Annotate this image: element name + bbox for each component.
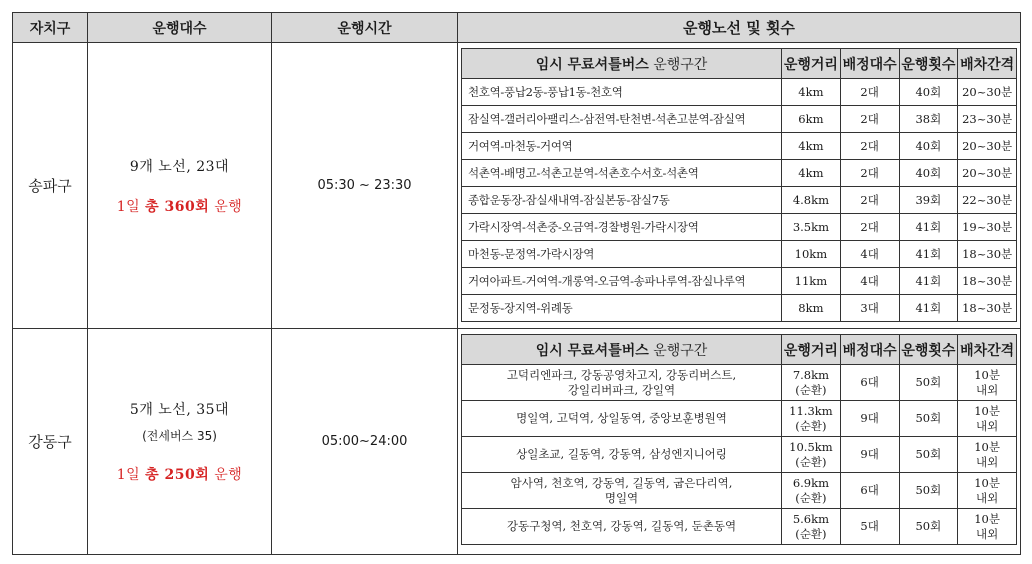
distance-cell-line-2: (순환) bbox=[795, 454, 827, 469]
route-cell: 가락시장역-석촌중-오금역-경찰병원-가락시장역 bbox=[462, 214, 782, 241]
songpa-routes-table bbox=[461, 48, 1017, 322]
interval-cell-line-1: 10분 bbox=[974, 511, 1000, 526]
route-cell-line-1: 암사역, 천호역, 강동역, 길동역, 굽은다리역, bbox=[510, 475, 733, 490]
table-row bbox=[462, 437, 1017, 473]
distance-cell-line-1: 5.6km bbox=[792, 511, 829, 526]
interval-cell: 23~30분 bbox=[958, 106, 1017, 133]
songpa-header-section bbox=[462, 49, 782, 79]
songpa-hours: 05:30 ~ 23:30 bbox=[272, 43, 458, 329]
trips-cell: 50회 bbox=[899, 401, 958, 437]
gangdong-vehicles bbox=[88, 329, 272, 555]
interval-cell-line-2: 내외 bbox=[976, 418, 999, 433]
songpa-header-section-rest: 운행구간 bbox=[648, 56, 708, 73]
distance-cell: 11km bbox=[782, 268, 841, 295]
songpa-header-distance: 운행거리 bbox=[782, 49, 841, 79]
songpa-total-bold: 총 360회 bbox=[145, 198, 210, 215]
gangdong-count-line: 5개 노선, 35대 bbox=[129, 402, 230, 418]
songpa-total-runs bbox=[88, 196, 271, 216]
table-row bbox=[462, 295, 1017, 322]
vehicles-cell: 2대 bbox=[840, 187, 899, 214]
trips-cell: 50회 bbox=[899, 473, 958, 509]
distance-cell: 4km bbox=[782, 160, 841, 187]
gangdong-header-section-rest: 운행구간 bbox=[648, 342, 708, 359]
gangdong-total-runs bbox=[88, 464, 271, 484]
vehicles-cell: 2대 bbox=[840, 79, 899, 106]
songpa-header-section-bold: 임시 무료셔틀버스 bbox=[535, 56, 649, 73]
distance-cell: 6km bbox=[782, 106, 841, 133]
route-cell-line-2: 강일리버파크, 강일역 bbox=[567, 382, 676, 397]
interval-cell: 19~30분 bbox=[958, 214, 1017, 241]
gangdong-header-interval: 배차간격 bbox=[958, 335, 1017, 365]
trips-cell: 41회 bbox=[899, 268, 958, 295]
distance-cell-line-1: 6.9km bbox=[792, 475, 829, 490]
trips-cell: 41회 bbox=[899, 295, 958, 322]
interval-cell-line-2: 내외 bbox=[976, 382, 999, 397]
interval-cell: 18~30분 bbox=[958, 295, 1017, 322]
trips-cell: 50회 bbox=[899, 437, 958, 473]
table-row bbox=[462, 187, 1017, 214]
interval-cell bbox=[958, 401, 1017, 437]
interval-cell-line-1: 10분 bbox=[974, 439, 1000, 454]
route-cell: 잠실역-갤러리아팰리스-삼전역-탄천변-석촌고분역-잠실역 bbox=[462, 106, 782, 133]
songpa-routes-cell bbox=[458, 43, 1021, 329]
trips-cell: 41회 bbox=[899, 214, 958, 241]
route-cell-line-1: 명일역, 고덕역, 상일동역, 중앙보훈병원역 bbox=[516, 411, 727, 425]
table-row bbox=[462, 365, 1017, 401]
route-cell-line-1: 상일초교, 길동역, 강동역, 삼성엔지니어링 bbox=[516, 447, 727, 461]
route-cell bbox=[462, 365, 782, 401]
trips-cell: 40회 bbox=[899, 79, 958, 106]
gangdong-header-distance: 운행거리 bbox=[782, 335, 841, 365]
vehicles-cell: 9대 bbox=[840, 437, 899, 473]
header-row bbox=[13, 13, 1021, 43]
route-cell: 문정동-장지역-위례동 bbox=[462, 295, 782, 322]
route-cell bbox=[462, 473, 782, 509]
route-cell-line-1: 고덕리엔파크, 강동공영차고지, 강동리버스트, bbox=[506, 367, 737, 382]
trips-cell: 40회 bbox=[899, 133, 958, 160]
header-vehicles: 운행대수 bbox=[88, 13, 272, 43]
vehicles-cell: 3대 bbox=[840, 295, 899, 322]
gangdong-header-section bbox=[462, 335, 782, 365]
interval-cell: 20~30분 bbox=[958, 79, 1017, 106]
shuttle-bus-table bbox=[12, 12, 1021, 555]
trips-cell: 41회 bbox=[899, 241, 958, 268]
interval-cell-line-2: 내외 bbox=[976, 454, 999, 469]
route-cell-line-1: 강동구청역, 천호역, 강동역, 길동역, 둔촌동역 bbox=[506, 519, 737, 533]
distance-cell bbox=[782, 473, 841, 509]
interval-cell-line-1: 10분 bbox=[974, 403, 1000, 418]
table-row bbox=[462, 268, 1017, 295]
distance-cell-line-2: (순환) bbox=[795, 382, 827, 397]
vehicles-cell: 9대 bbox=[840, 401, 899, 437]
gangdong-total-bold: 총 250회 bbox=[145, 467, 210, 483]
interval-cell-line-2: 내외 bbox=[976, 526, 999, 541]
route-cell: 석촌역-배명고-석촌고분역-석촌호수서호-석촌역 bbox=[462, 160, 782, 187]
table-row bbox=[462, 401, 1017, 437]
distance-cell bbox=[782, 509, 841, 545]
table-row bbox=[462, 241, 1017, 268]
songpa-inner-header bbox=[462, 49, 1017, 79]
songpa-header-interval: 배차간격 bbox=[958, 49, 1017, 79]
vehicles-cell: 4대 bbox=[840, 241, 899, 268]
songpa-district: 송파구 bbox=[13, 43, 88, 329]
distance-cell: 8km bbox=[782, 295, 841, 322]
interval-cell bbox=[958, 437, 1017, 473]
interval-cell-line-1: 10분 bbox=[974, 367, 1000, 382]
route-cell bbox=[462, 509, 782, 545]
gangdong-routes-cell bbox=[458, 329, 1021, 555]
distance-cell: 4km bbox=[782, 79, 841, 106]
gangdong-header-section-bold: 임시 무료셔틀버스 bbox=[535, 342, 649, 359]
table-row bbox=[462, 509, 1017, 545]
gangdong-total-suffix: 운행 bbox=[209, 467, 243, 483]
vehicles-cell: 2대 bbox=[840, 160, 899, 187]
table-row bbox=[462, 79, 1017, 106]
songpa-vehicles bbox=[88, 43, 272, 329]
interval-cell bbox=[958, 473, 1017, 509]
table-row bbox=[462, 133, 1017, 160]
vehicles-cell: 6대 bbox=[840, 473, 899, 509]
distance-cell-line-2: (순환) bbox=[795, 526, 827, 541]
header-district: 자치구 bbox=[13, 13, 88, 43]
table-row bbox=[462, 214, 1017, 241]
trips-cell: 40회 bbox=[899, 160, 958, 187]
table-row bbox=[462, 473, 1017, 509]
gangdong-header-assigned: 배정대수 bbox=[840, 335, 899, 365]
distance-cell-line-2: (순환) bbox=[795, 490, 827, 505]
distance-cell-line-1: 10.5km bbox=[789, 439, 833, 454]
route-cell: 천호역-풍납2동-풍납1동-천호역 bbox=[462, 79, 782, 106]
interval-cell-line-1: 10분 bbox=[974, 475, 1000, 490]
trips-cell: 39회 bbox=[899, 187, 958, 214]
route-cell: 거여역-마천동-거여역 bbox=[462, 133, 782, 160]
gangdong-hours: 05:00~24:00 bbox=[272, 329, 458, 555]
route-cell: 거여아파트-거여역-개롱역-오금역-송파나루역-잠실나루역 bbox=[462, 268, 782, 295]
interval-cell: 20~30분 bbox=[958, 160, 1017, 187]
distance-cell: 4.8km bbox=[782, 187, 841, 214]
distance-cell bbox=[782, 401, 841, 437]
distance-cell bbox=[782, 437, 841, 473]
distance-cell-line-2: (순환) bbox=[795, 418, 827, 433]
vehicles-cell: 2대 bbox=[840, 106, 899, 133]
gangdong-sub-line: (전세버스 35) bbox=[142, 429, 217, 443]
vehicles-cell: 4대 bbox=[840, 268, 899, 295]
gangdong-inner-header bbox=[462, 335, 1017, 365]
gangdong-total-prefix: 1일 bbox=[116, 467, 146, 483]
vehicles-cell: 6대 bbox=[840, 365, 899, 401]
route-cell bbox=[462, 401, 782, 437]
gangdong-row bbox=[13, 329, 1021, 555]
interval-cell: 18~30분 bbox=[958, 241, 1017, 268]
songpa-header-assigned: 배정대수 bbox=[840, 49, 899, 79]
distance-cell: 3.5km bbox=[782, 214, 841, 241]
interval-cell-line-2: 내외 bbox=[976, 490, 999, 505]
trips-cell: 38회 bbox=[899, 106, 958, 133]
interval-cell: 18~30분 bbox=[958, 268, 1017, 295]
route-cell: 종합운동장-잠실새내역-잠실본동-잠실7동 bbox=[462, 187, 782, 214]
gangdong-header-trips: 운행횟수 bbox=[899, 335, 958, 365]
table-row bbox=[462, 160, 1017, 187]
header-hours: 운행시간 bbox=[272, 13, 458, 43]
gangdong-district: 강동구 bbox=[13, 329, 88, 555]
gangdong-routes-table bbox=[461, 334, 1017, 545]
songpa-total-suffix: 운행 bbox=[209, 198, 243, 215]
interval-cell: 20~30분 bbox=[958, 133, 1017, 160]
distance-cell: 10km bbox=[782, 241, 841, 268]
vehicles-cell: 2대 bbox=[840, 214, 899, 241]
interval-cell: 22~30분 bbox=[958, 187, 1017, 214]
songpa-count-line: 9개 노선, 23대 bbox=[129, 158, 230, 175]
distance-cell bbox=[782, 365, 841, 401]
trips-cell: 50회 bbox=[899, 509, 958, 545]
distance-cell: 4km bbox=[782, 133, 841, 160]
interval-cell bbox=[958, 365, 1017, 401]
route-cell bbox=[462, 437, 782, 473]
table-row bbox=[462, 106, 1017, 133]
distance-cell-line-1: 7.8km bbox=[792, 367, 829, 382]
vehicles-cell: 2대 bbox=[840, 133, 899, 160]
vehicles-cell: 5대 bbox=[840, 509, 899, 545]
songpa-row bbox=[13, 43, 1021, 329]
distance-cell-line-1: 11.3km bbox=[789, 403, 833, 418]
songpa-header-trips: 운행횟수 bbox=[899, 49, 958, 79]
trips-cell: 50회 bbox=[899, 365, 958, 401]
songpa-total-prefix: 1일 bbox=[116, 198, 146, 215]
header-routes: 운행노선 및 횟수 bbox=[458, 13, 1021, 43]
interval-cell bbox=[958, 509, 1017, 545]
route-cell: 마천동-문정역-가락시장역 bbox=[462, 241, 782, 268]
route-cell-line-2: 명일역 bbox=[604, 490, 639, 505]
